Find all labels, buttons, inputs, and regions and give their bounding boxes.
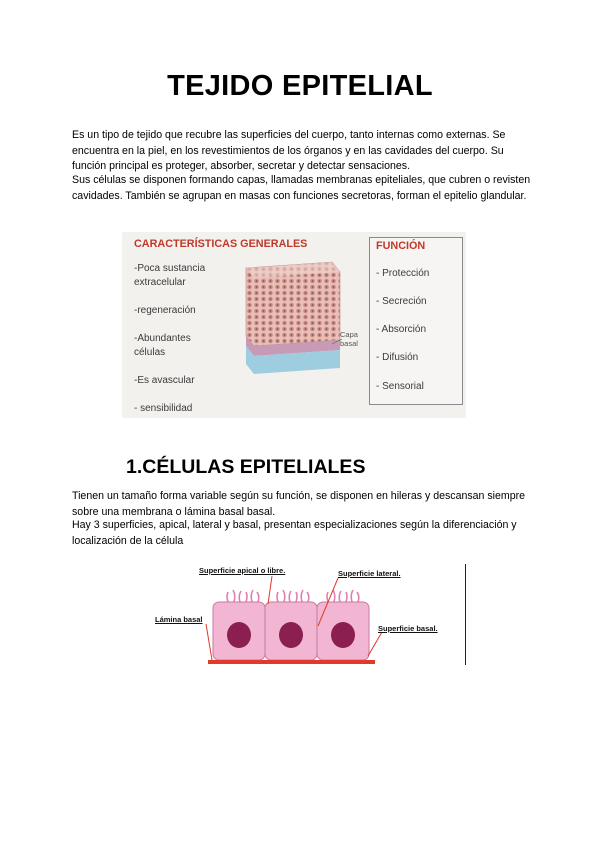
- characteristics-figure: [122, 232, 466, 418]
- section-paragraph-2: Hay 3 superficies, apical, lateral y basal, presentan especializaciones según la diferenciación y localización de la célula: [72, 519, 517, 547]
- page-title: TEJIDO EPITELIAL: [167, 70, 433, 102]
- nucleus: [279, 622, 303, 648]
- function-item: - Sensorial: [376, 381, 424, 392]
- characteristic-item: -Poca sustancia: [134, 263, 206, 274]
- apical-pointer: [268, 576, 272, 604]
- label-basal-lamina: Lámina basal: [155, 615, 203, 624]
- characteristic-item: -regeneración: [134, 305, 196, 316]
- microvilli: [227, 590, 359, 602]
- lamina-pointer: [206, 624, 212, 660]
- epithelial-tissue-illustration: [232, 260, 342, 375]
- basal-pointer: [368, 632, 382, 656]
- intro-paragraph-2: Sus células se disponen formando capas, llamadas membranas epiteliales, que cubren o revisten cavidades. También se agrupan en masas con funciones secretoras, forman el epitelio glandular.: [72, 174, 531, 202]
- label-apical-surface: Superficie apical o libre.: [199, 566, 286, 575]
- function-item: - Protección: [376, 268, 430, 279]
- nucleus: [227, 622, 251, 648]
- label-basal-surface: Superficie basal.: [378, 624, 438, 633]
- characteristic-item: extracelular: [134, 277, 186, 288]
- section-title: 1.CÉLULAS EPITELIALES: [126, 456, 366, 478]
- function-item: - Secreción: [376, 296, 427, 307]
- function-box: [369, 237, 463, 405]
- characteristic-item: -Abundantes: [134, 333, 191, 344]
- nucleus: [331, 622, 355, 648]
- characteristic-item: - sensibilidad: [134, 403, 193, 414]
- capa-basal-label: Capa basal: [340, 330, 358, 348]
- section-paragraph-1: Tienen un tamaño forma variable según su función, se disponen en hileras y descansan siempre sobre una membrana o lámina basal basal.: [72, 490, 526, 518]
- vertical-divider: [465, 564, 466, 665]
- characteristic-item: células: [134, 347, 166, 358]
- intro-paragraph-1: Es un tipo de tejido que recubre las superficies del cuerpo, tanto internas como externas. Se encuentra en la piel, en los revestimientos de los órganos y en las cavidades del cuerpo. Su función principal es proteger, absorber, secretar y detectar sensaciones.: [72, 129, 506, 172]
- function-item: - Difusión: [376, 352, 419, 363]
- label-lateral-surface: Superficie lateral.: [338, 569, 401, 578]
- characteristics-heading: CARACTERÍSTICAS GENERALES: [134, 238, 308, 250]
- function-item: - Absorción: [376, 324, 427, 335]
- characteristic-item: -Es avascular: [134, 375, 195, 386]
- function-heading: FUNCIÓN: [376, 240, 426, 252]
